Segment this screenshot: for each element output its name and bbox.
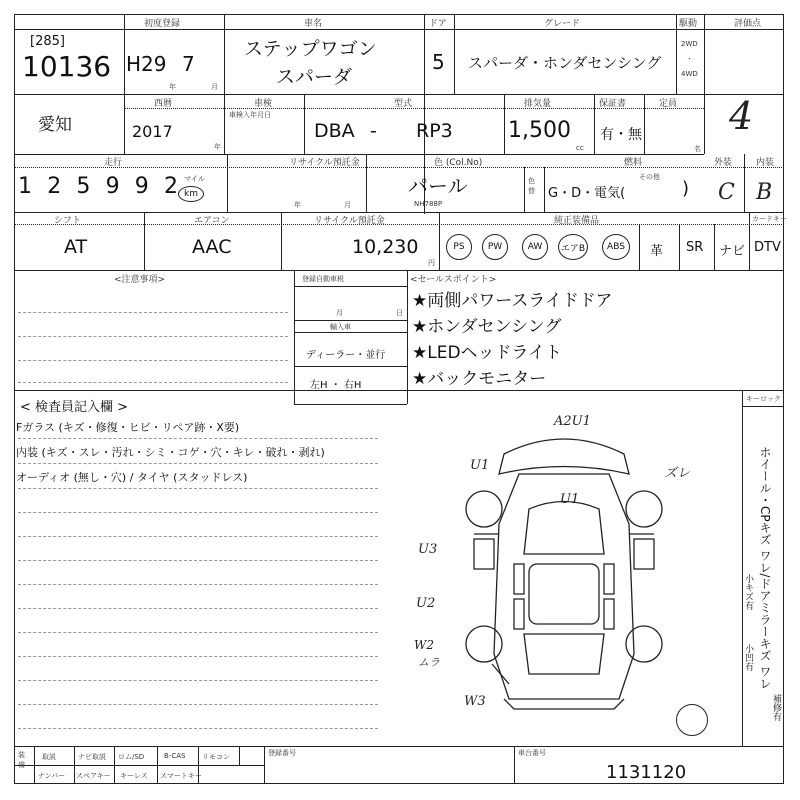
inspector-line-glass: Fガラス (キズ・修復・ヒビ・リペア跡・X要)	[16, 421, 240, 434]
auction-sheet: 初度登録 車名 ドア グレード 駆動 評価点 [285] 10136 H29 年 7 月 ステップワゴン スパーダ 5 スパーダ・ホンダセンシング 2WD ・ 4WD 4 愛知 西暦 2017 年 車検 車検入年月日 型式 DBA - RP3 排気量 1,500 cc 保証書 有・無 定員 名 走行 1 2 5 9 9 2 マイル km リサイクル預託金 年 月 色 (Col.No) パール NH788P 色替 燃料 G・D・電気( その他 ) 外装 内装 C B シフト エアコン リサイクル預託金 純正装備品 カードキー AT AAC 10,230 円 PS PW AW エアB ABS 革 SR ナビ DTV <注意事項> 登録自動車税 月 日 輸入車 ディーラー・並行 左H ・ 右H <セールスポイント> ★両側パワースライドドア ★ホンダセンシング ★LEDヘッドライト ★バックモニター < 検査員記入欄 > Fガラス (キズ・修復・ヒビ・リペア跡・X要) 内装 (キズ・スレ・汚れ・シミ・コゲ・穴・キレ・破れ・剥れ) オーディオ (無し・穴) / タイヤ (スタッドレス) A2U1 U1 ズレ U1 U3 U2 W2 ムラ W3 キーロック ホイール・CPキズ ワレ/ドアミラーキズ ワレ 小キズ有 小凹有 補修有 装備 取説 ナビ取説 ロム/SD B-CAS リモコン ナンバー スペアキー キーレス スマートキー 登録番号 車台番号 1131120	[14, 14, 796, 798]
sales-point-3: ★LEDヘッドライト	[412, 343, 563, 363]
inspector-title: < 検査員記入欄 >	[20, 400, 129, 415]
grade-label: グレード	[544, 19, 581, 29]
grade-value: スパーダ・ホンダセンシング	[468, 54, 662, 72]
exterior-grade: C	[718, 180, 735, 205]
mark-u1-left: U1	[470, 458, 490, 473]
first-reg-label: 初度登録	[144, 19, 181, 29]
mark-u2: U2	[416, 596, 436, 611]
equip-airbag: エアB	[558, 234, 588, 260]
first-reg-month: 7	[182, 52, 195, 76]
first-reg-era: H29	[126, 52, 167, 76]
lot-number: [285]	[30, 34, 65, 49]
color-code: NH788P	[414, 200, 443, 208]
sales-label: <セールスポイント>	[410, 275, 497, 285]
equip-pw: PW	[482, 234, 508, 260]
fuel-options: G・D・電気(	[548, 186, 626, 201]
equip-abs: ABS	[602, 234, 630, 260]
region: 愛知	[38, 115, 72, 135]
notes-label: <注意事項>	[114, 275, 166, 285]
import-side: 左H ・ 右H	[310, 380, 362, 391]
score-label: 評価点	[734, 19, 762, 29]
doors-value: 5	[432, 50, 445, 74]
displacement: 1,500	[508, 118, 571, 143]
import-type: ディーラー・並行	[306, 350, 386, 361]
interior-grade: B	[756, 180, 773, 205]
equip-sr: SR	[686, 240, 704, 255]
mark-u1-center: U1	[560, 492, 580, 507]
mark-w2: W2	[414, 638, 434, 652]
color-value: パール	[408, 174, 468, 198]
score-value: 4	[729, 94, 754, 138]
km-unit: km	[178, 186, 204, 202]
mark-mura: ムラ	[418, 656, 440, 669]
equip-ps: PS	[446, 234, 472, 260]
equip-navi: ナビ	[719, 244, 746, 259]
car-name-line2: スパーダ	[276, 66, 353, 88]
doors-label: ドア	[429, 19, 447, 29]
year-value: 2017	[132, 122, 173, 141]
equip-leather: 革	[650, 244, 664, 259]
model-code: RP3	[416, 120, 453, 142]
warranty: 有・無	[600, 127, 642, 143]
spare-tire-mark	[676, 704, 708, 736]
recycle-fee: 10,230	[352, 236, 419, 258]
sheet-number: 10136	[22, 50, 112, 83]
shift-value: AT	[64, 236, 88, 258]
mark-w3: W3	[464, 694, 486, 709]
sales-point-1: ★両側パワースライドドア	[412, 291, 613, 311]
side-note: ホイール・CPキズ ワレ/ドアミラーキズ ワレ	[758, 446, 772, 690]
mark-zure: ズレ	[664, 466, 691, 481]
equip-dtv: DTV	[754, 240, 781, 255]
model-prefix: DBA	[314, 120, 355, 142]
inspector-line-audio: オーディオ (無し・穴) / タイヤ (スタッドレス)	[16, 471, 248, 484]
car-name-label: 車名	[304, 19, 323, 29]
ac-value: AAC	[192, 236, 232, 258]
mileage-digits: 1 2 5 9 9 2	[18, 174, 178, 199]
sales-point-2: ★ホンダセンシング	[412, 317, 562, 337]
inspector-line-interior: 内装 (キズ・スレ・汚れ・シミ・コゲ・穴・キレ・破れ・剥れ)	[16, 446, 325, 459]
equip-aw: AW	[522, 234, 548, 260]
car-name-line1: ステップワゴン	[244, 38, 377, 60]
chassis-number: 1131120	[606, 762, 687, 783]
mark-a2u1: A2U1	[554, 414, 591, 429]
drive-label: 駆動	[679, 19, 698, 29]
mark-u3: U3	[418, 542, 438, 557]
sales-point-4: ★バックモニター	[412, 369, 547, 389]
